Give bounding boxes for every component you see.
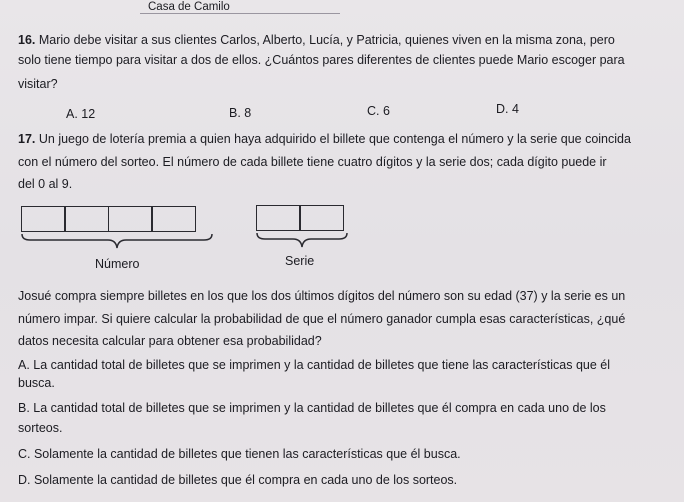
q16-option-a[interactable]: A. 12 (66, 107, 96, 121)
q17-line-2: con el número del sorteo. El número de cada billete tiene cuatro dígitos y la serie dos; cada dígito puede ir (18, 155, 607, 169)
q17-option-b-cont: sorteos. (18, 421, 63, 435)
numero-boxes (22, 206, 196, 232)
q17-option-c[interactable]: C. Solamente la cantidad de billetes que tienen las características que él busca. (18, 447, 461, 461)
header-rule (140, 13, 340, 14)
serie-digit-box (299, 205, 344, 231)
q16-number: 16. (18, 33, 36, 47)
serie-digit-box (256, 205, 301, 231)
numero-label: Número (95, 257, 140, 271)
numero-brace (20, 232, 214, 254)
q17-option-d[interactable]: D. Solamente la cantidad de billetes que él compra en cada uno de los sorteos. (18, 473, 458, 487)
q16-option-b[interactable]: B. 8 (229, 106, 252, 120)
q17-body-2: número impar. Si quiere calcular la probabilidad de que el número ganador cumpla esas características, ¿qué (18, 312, 626, 326)
q17-option-a-cont: busca. (18, 376, 55, 390)
q17-body-3: datos necesita calcular para obtener esa probabilidad? (18, 334, 322, 348)
serie-boxes (257, 205, 344, 231)
serie-label: Serie (285, 254, 315, 268)
q17-line-3: del 0 al 9. (18, 177, 73, 191)
q17-text-1: Un juego de lotería premia a quien haya adquirido el billete que contenga el número y la serie que coincida (38, 132, 631, 146)
q16-line-1 (18, 33, 615, 48)
q16-text-1: Mario debe visitar a sus clientes Carlos, Alberto, Lucía, y Patricia, quienes viven en la misma zona, pero (38, 33, 615, 47)
q16-option-c[interactable]: C. 6 (367, 104, 390, 118)
q16-line-3: visitar? (18, 77, 58, 91)
q17-body-1: Josué compra siempre billetes en los que los dos últimos dígitos del número son su edad (37) y la serie es un (18, 289, 626, 303)
q16-option-d[interactable]: D. 4 (496, 102, 519, 116)
q16-line-2: solo tiene tiempo para visitar a dos de ellos. ¿Cuántos pares diferentes de clientes puede Mario escoger para (18, 53, 625, 67)
numero-digit-box (151, 206, 196, 232)
serie-brace (255, 231, 349, 253)
page-header: Casa de Camilo (148, 1, 230, 13)
q17-line-1 (18, 132, 631, 147)
q17-number: 17. (18, 132, 36, 146)
q17-option-b[interactable]: B. La cantidad total de billetes que se imprimen y la cantidad de billetes que él compra en cada uno de los (18, 401, 606, 415)
q17-option-a[interactable]: A. La cantidad total de billetes que se imprimen y la cantidad de billetes que tiene las características que él (18, 358, 611, 372)
numero-digit-box (64, 206, 109, 232)
numero-digit-box (108, 206, 153, 232)
numero-digit-box (21, 206, 66, 232)
